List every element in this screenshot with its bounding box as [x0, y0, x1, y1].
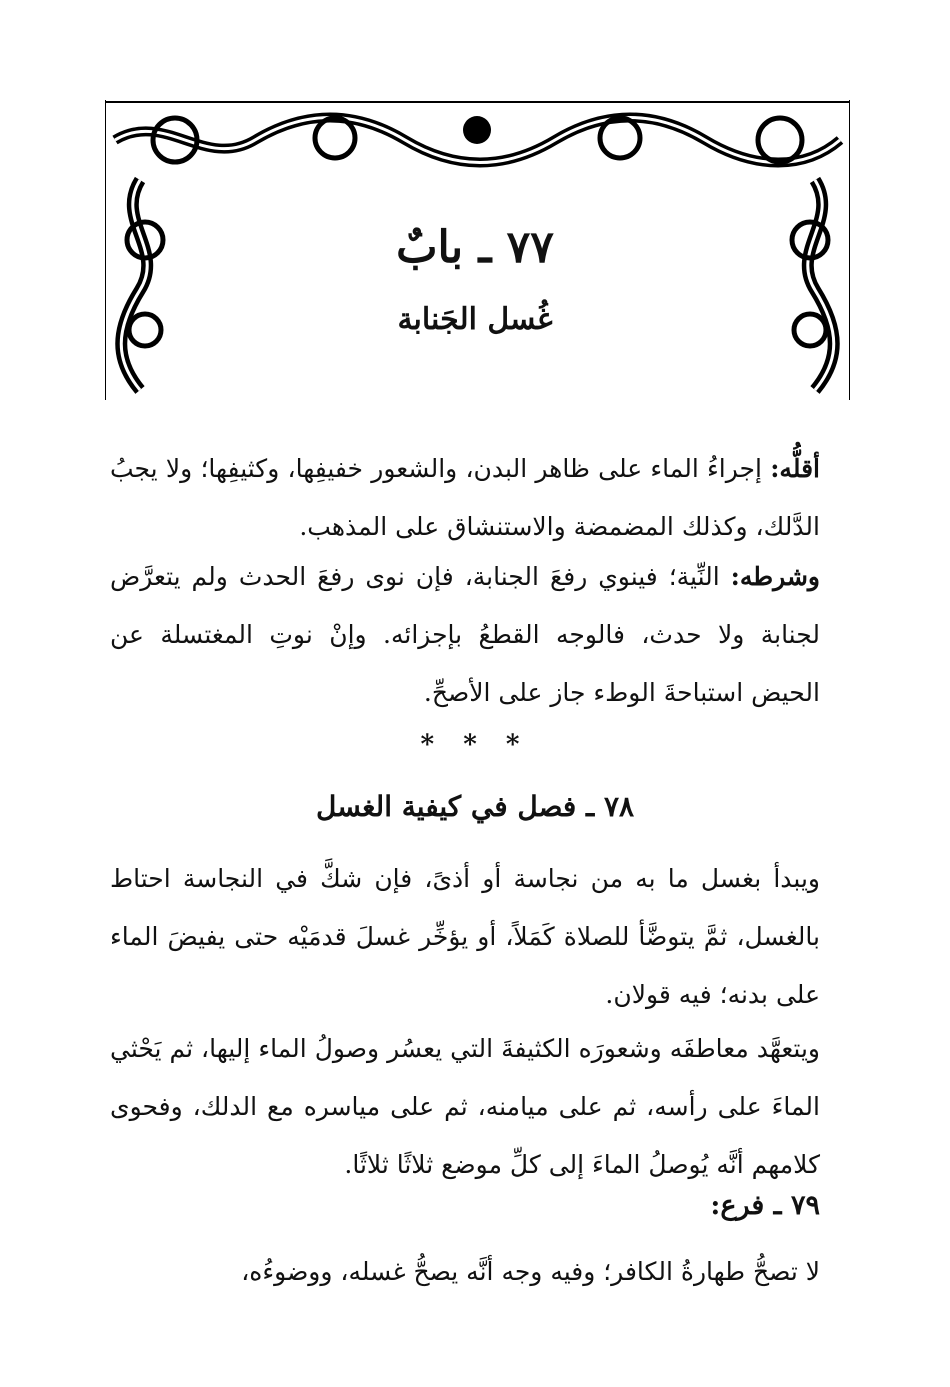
paragraph-text: إجراءُ الماء على ظاهر البدن، والشعور خفيفِها، وكثيفِها؛ ولا يجبُ الدَّلك، وكذلك المضمضة والاستنشاق على المذهب.: [110, 454, 820, 541]
section-title: ٧٨ ـ فصل في كيفية الغسل: [315, 790, 635, 823]
far-title: ٧٩ ـ فرع:: [710, 1190, 820, 1221]
section-paragraph: ويتعهَّد معاطفَه وشعورَه الكثيفةَ التي يعسُر وصولُ الماء إليها، ثم يَحْثي الماءَ على رأسه، ثم على ميامنه، ثم على مياسره مع الدلك، وفحوى كلامهم أنَّه يُوصلُ الماءَ إلى كلِّ موضع ثلاثًا ثلاثًا.: [110, 1034, 820, 1179]
paragraph-lead: وشرطه:: [730, 562, 820, 591]
chapter-title: ٧٧ ـ بابٌ: [396, 222, 554, 273]
far-paragraph: لا تصحُّ طهارةُ الكافر؛ وفيه وجه أنَّه يصحُّ غسله، ووضوءُه،: [241, 1257, 820, 1286]
section-separator: * * *: [420, 730, 530, 760]
paragraph-lead: أقلُّه:: [770, 454, 820, 483]
section-paragraph: ويبدأ بغسل ما به من نجاسة أو أذىً، فإن شكَّ في النجاسة احتاط بالغسل، ثمَّ يتوضَّأ للصلاة كَمَلاً، أو يؤخِّر غسلَ قدمَيْه حتى يفيضَ الماء على بدنه؛ فيه قولان.: [110, 864, 820, 1009]
paragraph-condition: [110, 548, 820, 722]
paragraph-minimum: [110, 440, 820, 556]
paragraph-text: النِّية؛ فينوي رفعَ الجنابة، فإن نوى رفعَ الحدث ولم يتعرَّض لجنابة ولا حدث، فالوجه القطعُ بإجزائه. وإنْ نوتِ المغتسلة عن الحيض استباحةَ الوطء جاز على الأصحِّ.: [110, 562, 820, 707]
chapter-subtitle: غُسل الجَنابة: [397, 302, 553, 337]
